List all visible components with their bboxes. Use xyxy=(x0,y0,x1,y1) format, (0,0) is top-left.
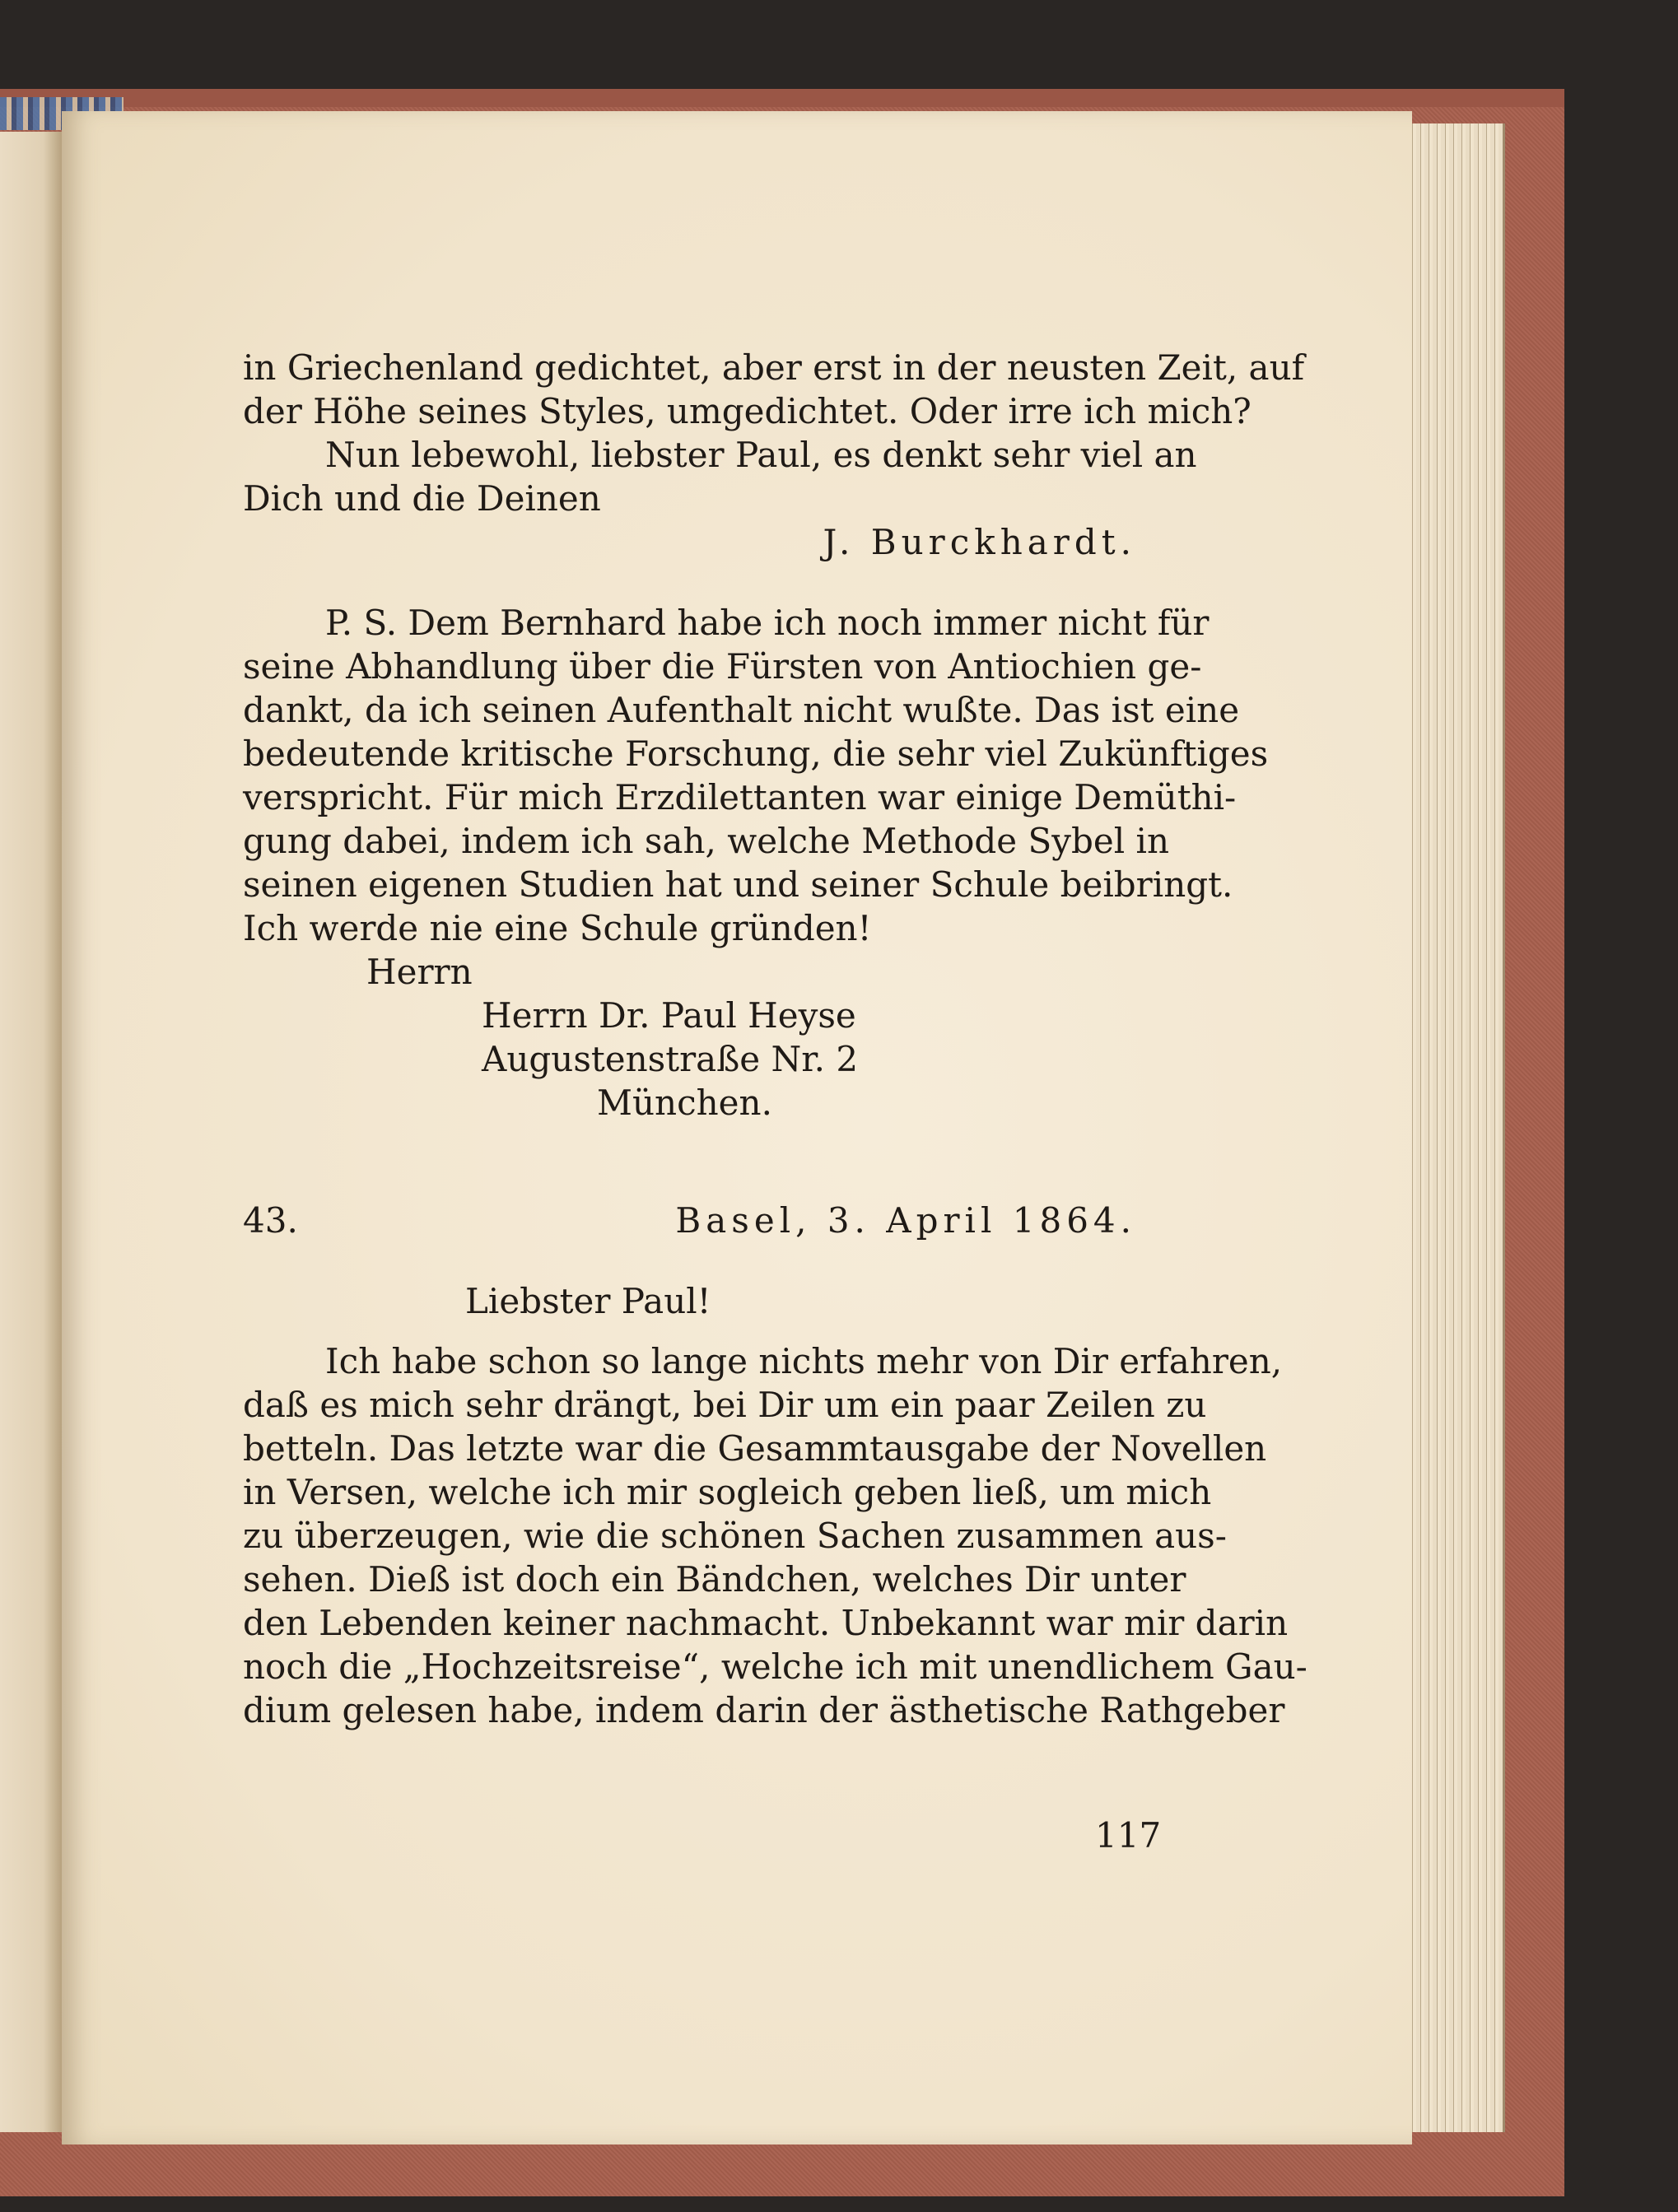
postscript-line: seine Abhandlung über die Fürsten von Antiochien ge- xyxy=(243,646,1202,687)
letter-header xyxy=(243,1199,1169,1242)
body-line: Ich habe schon so lange nichts mehr von Dir erfahren, xyxy=(325,1341,1283,1381)
body-line: in Versen, welche ich mir sogleich geben ließ, um mich xyxy=(243,1472,1212,1512)
spacer xyxy=(243,1323,1169,1339)
address-line: Herrn Dr. Paul Heyse xyxy=(482,995,856,1036)
body-line: zu überzeugen, wie die schönen Sachen zusammen aus- xyxy=(243,1516,1227,1556)
postscript-line: bedeutende kritische Forschung, die sehr viel Zukünftiges xyxy=(243,733,1269,774)
text-line: in Griechenland gedichtet, aber erst in der neusten Zeit, auf xyxy=(243,347,1305,388)
body-line: sehen. Dieß ist doch ein Bändchen, welches Dir unter xyxy=(243,1559,1186,1600)
text-line: der Höhe seines Styles, umgedichtet. Oder irre ich mich? xyxy=(243,391,1252,431)
body-line: noch die „Hochzeitsreise“, welche ich mit unendlichem Gau- xyxy=(243,1646,1307,1687)
address-line: Herrn xyxy=(366,952,473,992)
text-line: Dich und die Deinen xyxy=(243,478,601,519)
postscript-line: gung dabei, indem ich sah, welche Methode Sybel in xyxy=(243,821,1169,861)
page-number: 117 xyxy=(1095,1815,1162,1856)
left-facing-page xyxy=(0,132,62,2132)
page-edges xyxy=(1400,123,1505,2132)
spacer xyxy=(243,1125,1169,1199)
letter-number: 43. xyxy=(243,1200,298,1241)
postscript-line: verspricht. Für mich Erzdilettanten war einige Demüthi- xyxy=(243,777,1237,817)
address-line: Augustenstraße Nr. 2 xyxy=(482,1039,859,1079)
page-text xyxy=(243,346,1307,1732)
body-line: dium gelesen habe, indem darin der ästhetische Rathgeber xyxy=(243,1690,1285,1730)
postscript-line: Ich werde nie eine Schule gründen! xyxy=(243,908,872,948)
body-line: betteln. Das letzte war die Gesammtausgabe der Novellen xyxy=(243,1428,1267,1469)
salutation: Liebster Paul! xyxy=(465,1281,711,1321)
postscript-line: P. S. Dem Bernhard habe ich noch immer nicht für xyxy=(325,603,1210,643)
text-line: Nun lebewohl, liebster Paul, es denkt sehr viel an xyxy=(325,435,1197,475)
address-line: München. xyxy=(597,1083,772,1123)
body-line: daß es mich sehr drängt, bei Dir um ein paar Zeilen zu xyxy=(243,1385,1207,1425)
spacer xyxy=(243,1242,1169,1279)
signature: J. Burckhardt. xyxy=(823,522,1136,562)
letter-place-date: Basel, 3. April 1864. xyxy=(675,1200,1136,1241)
postscript-line: dankt, da ich seinen Aufenthalt nicht wußte. Das ist eine xyxy=(243,690,1240,730)
cover-top-edge xyxy=(0,89,1564,107)
spacer xyxy=(243,564,1169,601)
body-line: den Lebenden keiner nachmacht. Unbekannt war mir darin xyxy=(243,1603,1289,1643)
postscript-line: seinen eigenen Studien hat und seiner Schule beibringt. xyxy=(243,864,1233,905)
